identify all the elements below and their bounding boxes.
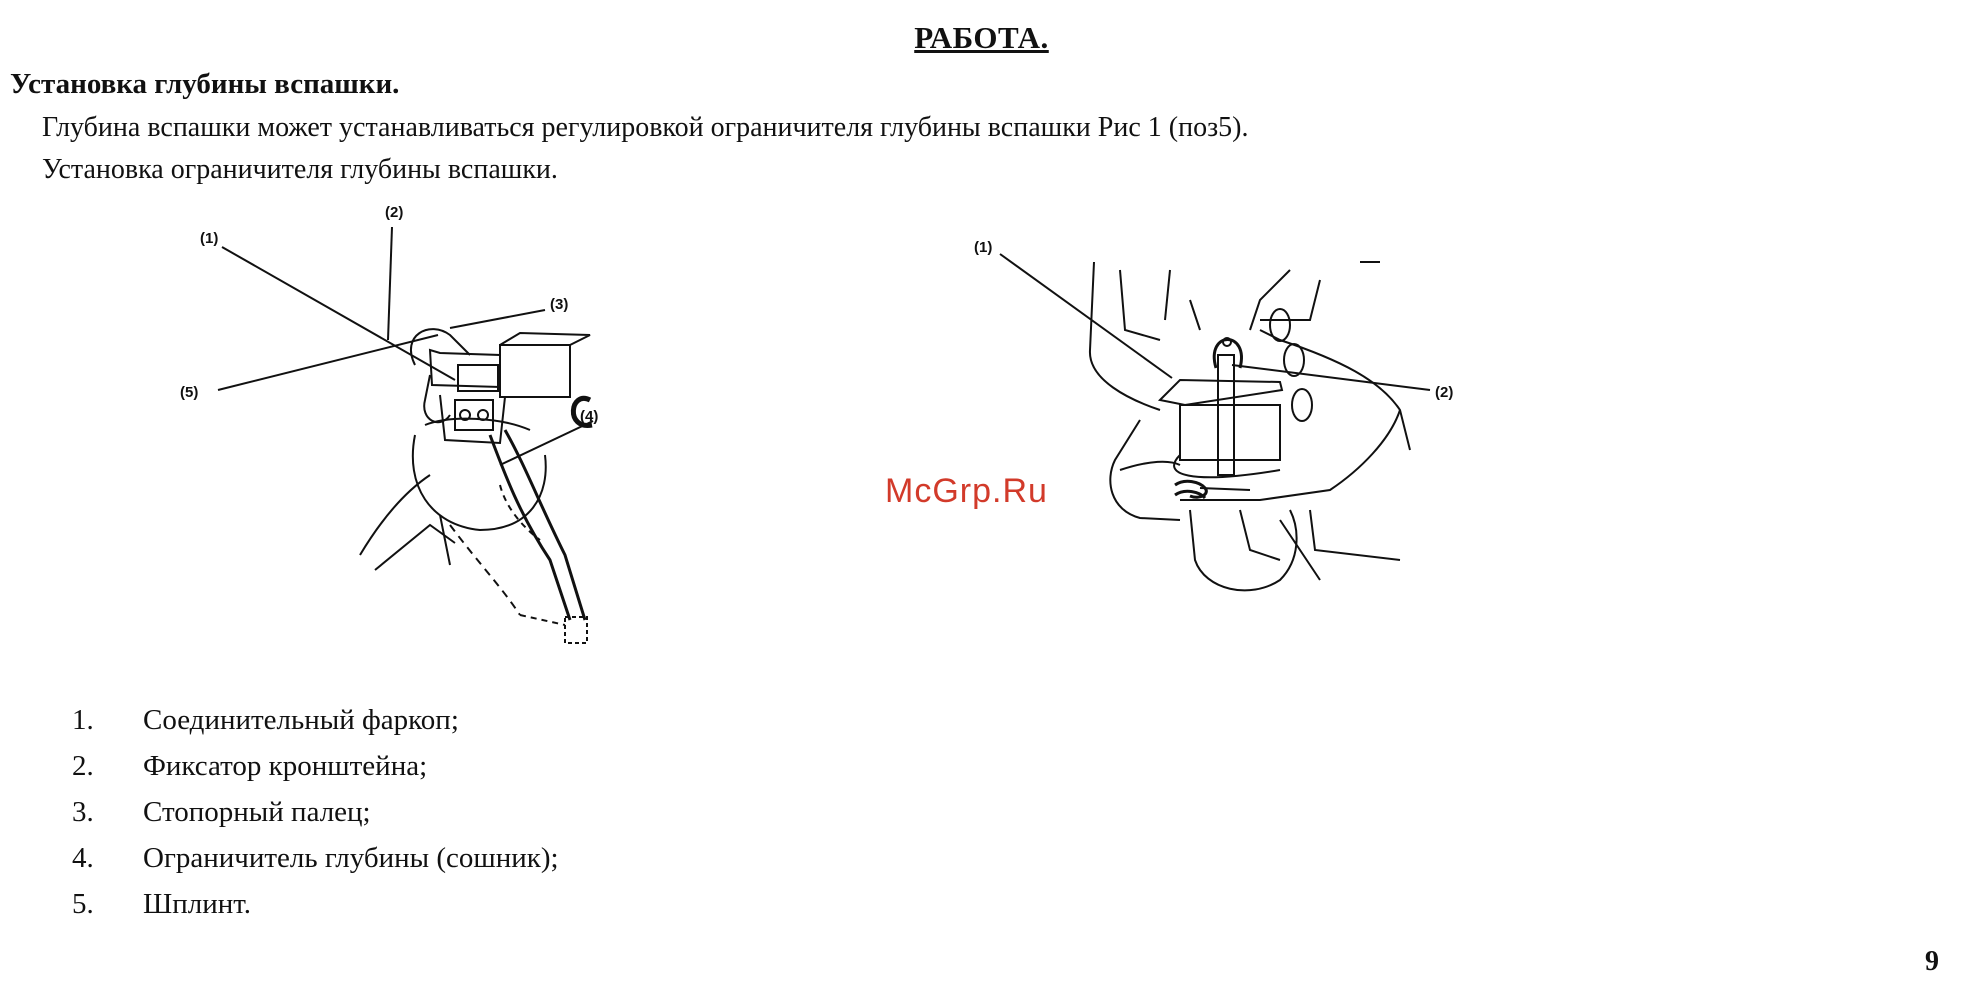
parts-legend: [72, 704, 559, 934]
callout-2: (2): [385, 204, 404, 221]
list-item: [72, 842, 559, 888]
limiter-illustration: [960, 239, 1520, 630]
list-item: [72, 888, 559, 934]
callout-4: (4): [580, 408, 599, 425]
list-item-text: Соединительный фаркоп;: [143, 704, 459, 736]
callout-1: (1): [200, 230, 219, 247]
list-item-number: 3.: [72, 796, 94, 828]
list-item-number: 4.: [72, 842, 94, 874]
watermark-logo: McGrp.Ru: [885, 472, 1048, 510]
list-item-text: Стопорный палец;: [143, 796, 371, 828]
list-item: [72, 750, 559, 796]
page-title: РАБОТА.: [914, 20, 1049, 55]
list-item-text: Шплинт.: [143, 888, 252, 920]
callout-right-1: (1): [974, 239, 993, 256]
paragraph-limiter-installation: Установка ограничителя глубины вспашки.: [42, 154, 558, 185]
list-item-number: 5.: [72, 888, 94, 920]
list-item-number: 1.: [72, 704, 94, 736]
figure-left-hitch-diagram: [180, 204, 780, 685]
list-item-text: Ограничитель глубины (сошник);: [143, 842, 559, 874]
figure-right-limiter-diagram: [960, 239, 1520, 630]
list-item: [72, 704, 559, 750]
paragraph-depth-adjustment: Глубина вспашки может устанавливаться регулировкой ограничителя глубины вспашки Рис 1 (поз5).: [42, 112, 1249, 143]
callout-right-2: (2): [1435, 384, 1454, 401]
list-item-text: Фиксатор кронштейна;: [143, 750, 428, 782]
list-item-number: 2.: [72, 750, 94, 782]
page-number: 9: [1925, 946, 1939, 977]
hitch-illustration: [180, 204, 780, 685]
list-item: [72, 796, 559, 842]
section-heading: Установка глубины вспашки.: [10, 68, 400, 100]
callout-5: (5): [180, 384, 199, 401]
callout-3: (3): [550, 296, 569, 313]
